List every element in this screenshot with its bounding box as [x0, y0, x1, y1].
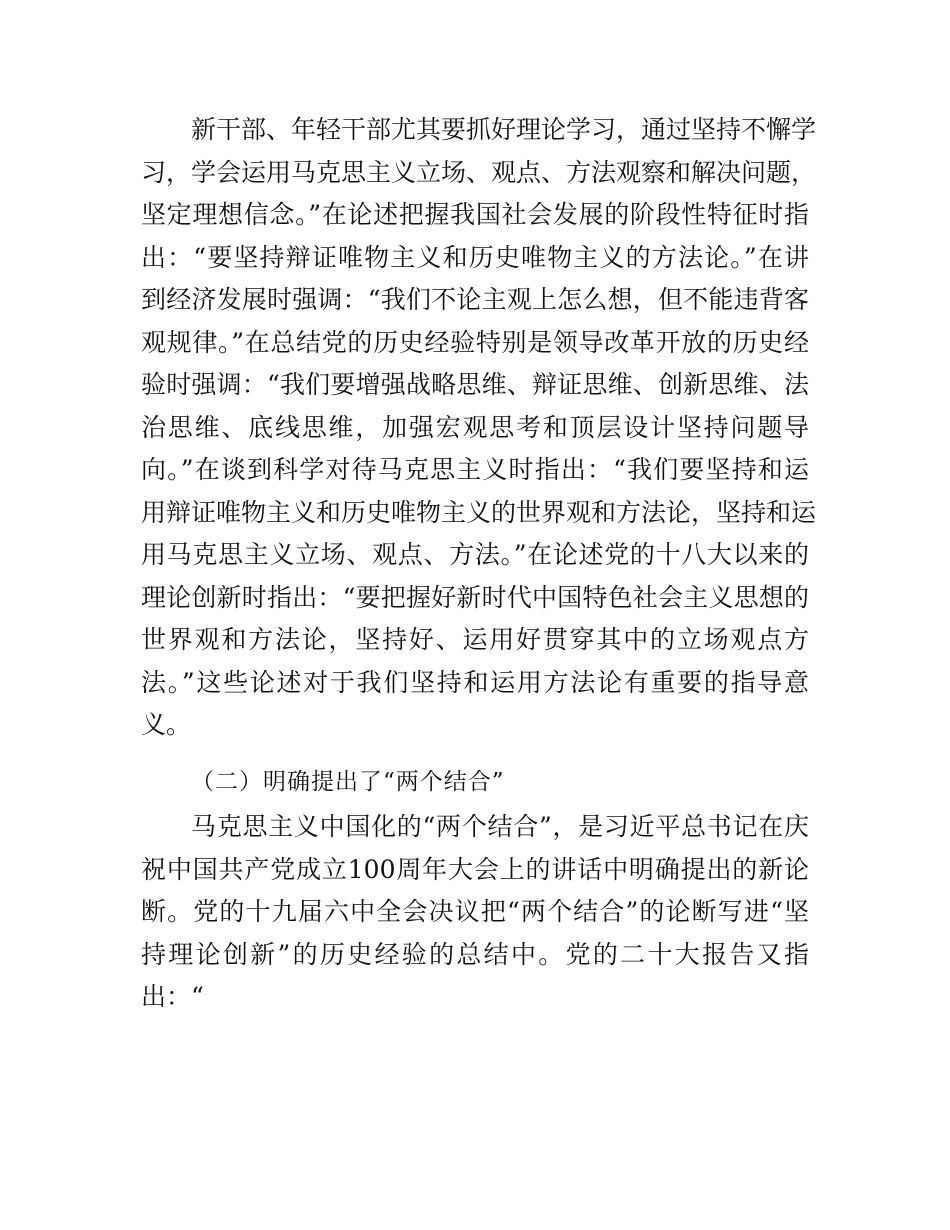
paragraph-line: 祝中国共产党成立100周年大会上的讲话中明确提出的新论 [141, 854, 809, 884]
paragraph-line: 用马克思主义立场、观点、方法。”在论述党的十八大以来的 [141, 540, 809, 569]
paragraph-line: 用辩证唯物主义和历史唯物主义的世界观和方法论，坚持和运 [141, 497, 817, 527]
paragraph-line: 观规律。”在总结党的历史经验特别是领导改革开放的历史经 [141, 327, 809, 357]
paragraph-line: 新干部、年轻干部尤其要抓好理论学习，通过坚持不懈学 [191, 115, 817, 144]
paragraph-line: 验时强调：“我们要增强战略思维、辩证思维、创新思维、法 [141, 370, 809, 399]
paragraph-line: 习，学会运用马克思主义立场、观点、方法观察和解决问题， [141, 157, 817, 187]
paragraph-line: 世界观和方法论，坚持好、运用好贯穿其中的立场观点方 [141, 625, 809, 654]
paragraph-line: 理论创新时指出：“要把握好新时代中国特色社会主义思想的 [141, 582, 809, 612]
paragraph-line: 向。”在谈到科学对待马克思主义时指出：“我们要坚持和运 [141, 455, 809, 484]
paragraph-line: 治思维、底线思维，加强宏观思考和顶层设计坚持问题导 [141, 412, 809, 442]
paragraph-line: 法。”这些论述对于我们坚持和运用方法论有重要的指导意 [141, 667, 809, 697]
paragraph-line: 出：“要坚持辩证唯物主义和历史唯物主义的方法论。”在讲 [141, 242, 809, 272]
paragraph-line: 坚定理想信念。”在论述把握我国社会发展的阶段性特征时指 [141, 200, 809, 229]
body-paragraph-1 [141, 109, 817, 747]
section-heading: （二）明确提出了“两个结合” [191, 769, 505, 795]
paragraph-line: 到经济发展时强调：“我们不论主观上怎么想，但不能违背客 [141, 285, 809, 314]
paragraph-line: 马克思主义中国化的“两个结合”，是习近平总书记在庆 [191, 812, 809, 841]
paragraph-line: 出：“ [141, 982, 204, 1011]
paragraph-line: 义。 [141, 710, 192, 739]
section-heading-block [141, 761, 809, 804]
body-paragraph-2 [141, 806, 809, 1019]
paragraph-line: 断。党的十九届六中全会决议把“两个结合”的论断写进“坚 [141, 897, 809, 926]
paragraph-line: 持理论创新”的历史经验的总结中。党的二十大报告又指 [141, 939, 809, 969]
